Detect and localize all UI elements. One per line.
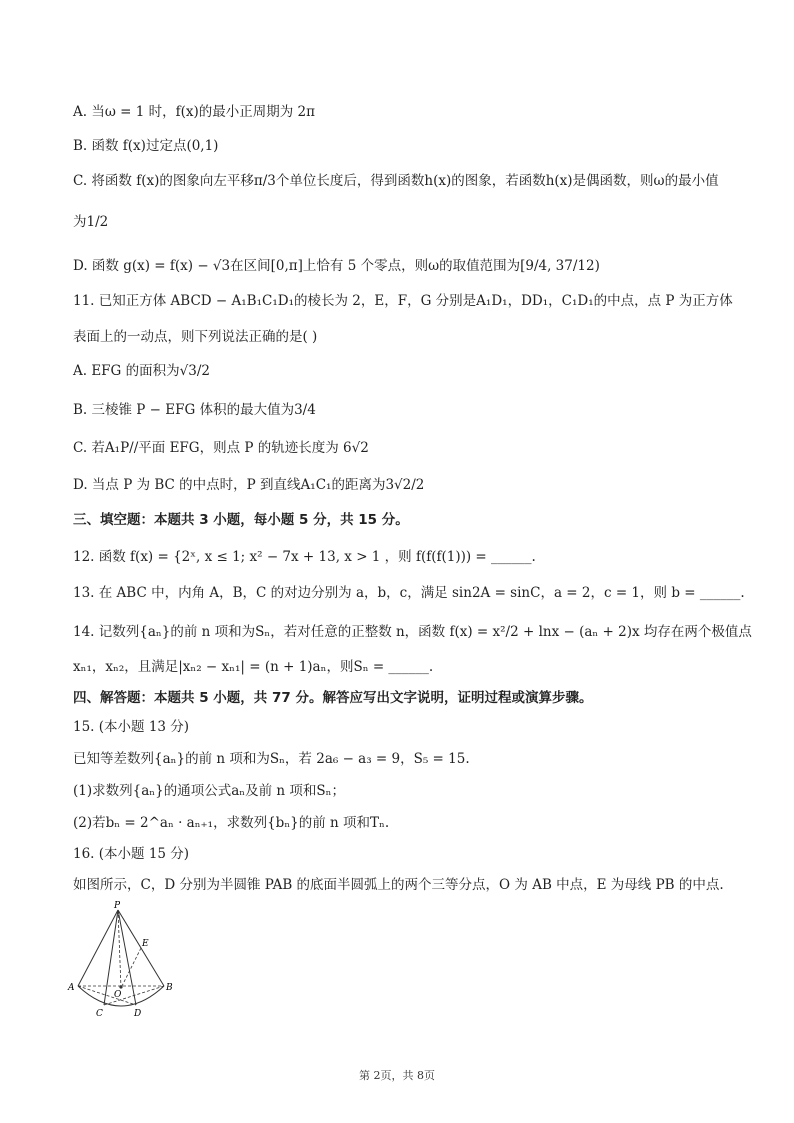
half-cone-figure: [66, 898, 176, 1020]
q11-option-a: A. EFG 的面积为√3/2: [73, 363, 210, 379]
label-p: P: [114, 901, 121, 911]
q15-part-1: (1)求数列{aₙ}的通项公式aₙ及前 n 项和Sₙ；: [73, 783, 345, 799]
q11-option-d: D. 当点 P 为 BC 的中点时，P 到直线A₁C₁的距离为3√2/2: [73, 477, 425, 493]
label-d: D: [134, 1009, 142, 1019]
q10-option-c-cont: 为1/2: [73, 214, 109, 230]
label-a: A: [68, 983, 75, 993]
q15-stem: 已知等差数列{aₙ}的前 n 项和为Sₙ，若 2a₆ − a₃ = 9，S₅ = 15.: [73, 751, 470, 767]
q13: 13. 在 ABC 中，内角 A，B，C 的对边分别为 a，b，c，满足 sin2A = sinC，a = 2，c = 1，则 b = ______.: [73, 585, 745, 601]
q10-option-b: B. 函数 f(x)过定点(0,1): [73, 138, 219, 154]
section-heading-fill-in: 三、填空题：本题共 3 小题，每小题 5 分，共 15 分。: [73, 512, 409, 528]
label-b: B: [166, 983, 173, 993]
q14-line-2: xₙ₁，xₙ₂，且满足|xₙ₂ − xₙ₁| = (n + 1)aₙ，则Sₙ = ______.: [73, 659, 434, 675]
q11-option-b: B. 三棱锥 P − EFG 体积的最大值为3/4: [73, 402, 316, 418]
q10-option-c: C. 将函数 f(x)的图象向左平移π/3个单位长度后，得到函数h(x)的图象，若函数h(x)是偶函数，则ω的最小值: [73, 173, 719, 189]
page-footer: 第 2页，共 8页: [359, 1069, 435, 1082]
q10-option-d: D. 函数 g(x) = f(x) − √3在区间[0,π]上恰有 5 个零点，则ω的取值范围为[9/4, 37/12): [73, 258, 600, 274]
q11-stem: 11. 已知正方体 ABCD − A₁B₁C₁D₁的棱长为 2，E，F，G 分别是A₁D₁，DD₁，C₁D₁的中点，点 P 为正方体: [73, 293, 733, 309]
q16-title: 16. (本小题 15 分): [73, 846, 190, 862]
q11-option-c: C. 若A₁P//平面 EFG，则点 P 的轨迹长度为 6√2: [73, 440, 369, 456]
q15-part-2: (2)若bₙ = 2^aₙ · aₙ₊₁，求数列{bₙ}的前 n 项和Tₙ.: [73, 815, 390, 831]
label-c: C: [96, 1009, 103, 1019]
q10-option-a: A. 当ω = 1 时，f(x)的最小正周期为 2π: [73, 104, 316, 120]
q15-title: 15. (本小题 13 分): [73, 719, 190, 735]
section-heading-solve: 四、解答题：本题共 5 小题，共 77 分。解答应写出文字说明，证明过程或演算步骤。: [73, 690, 593, 706]
q16-stem: 如图所示，C，D 分别为半圆锥 PAB 的底面半圆弧上的两个三等分点，O 为 AB 中点，E 为母线 PB 的中点.: [73, 877, 724, 893]
q14-line-1: 14. 记数列{aₙ}的前 n 项和为Sₙ，若对任意的正整数 n，函数 f(x) = x²/2 + lnx − (aₙ + 2)x 均存在两个极值点: [73, 624, 752, 640]
label-e: E: [142, 939, 149, 949]
q11-stem-cont: 表面上的一动点，则下列说法正确的是( ): [73, 329, 318, 345]
label-o: O: [114, 990, 122, 1000]
q12: 12. 函数 f(x) = {2ˣ, x ≤ 1; x² − 7x + 13, x > 1 ，则 f(f(f(1))) = ______.: [73, 549, 536, 565]
